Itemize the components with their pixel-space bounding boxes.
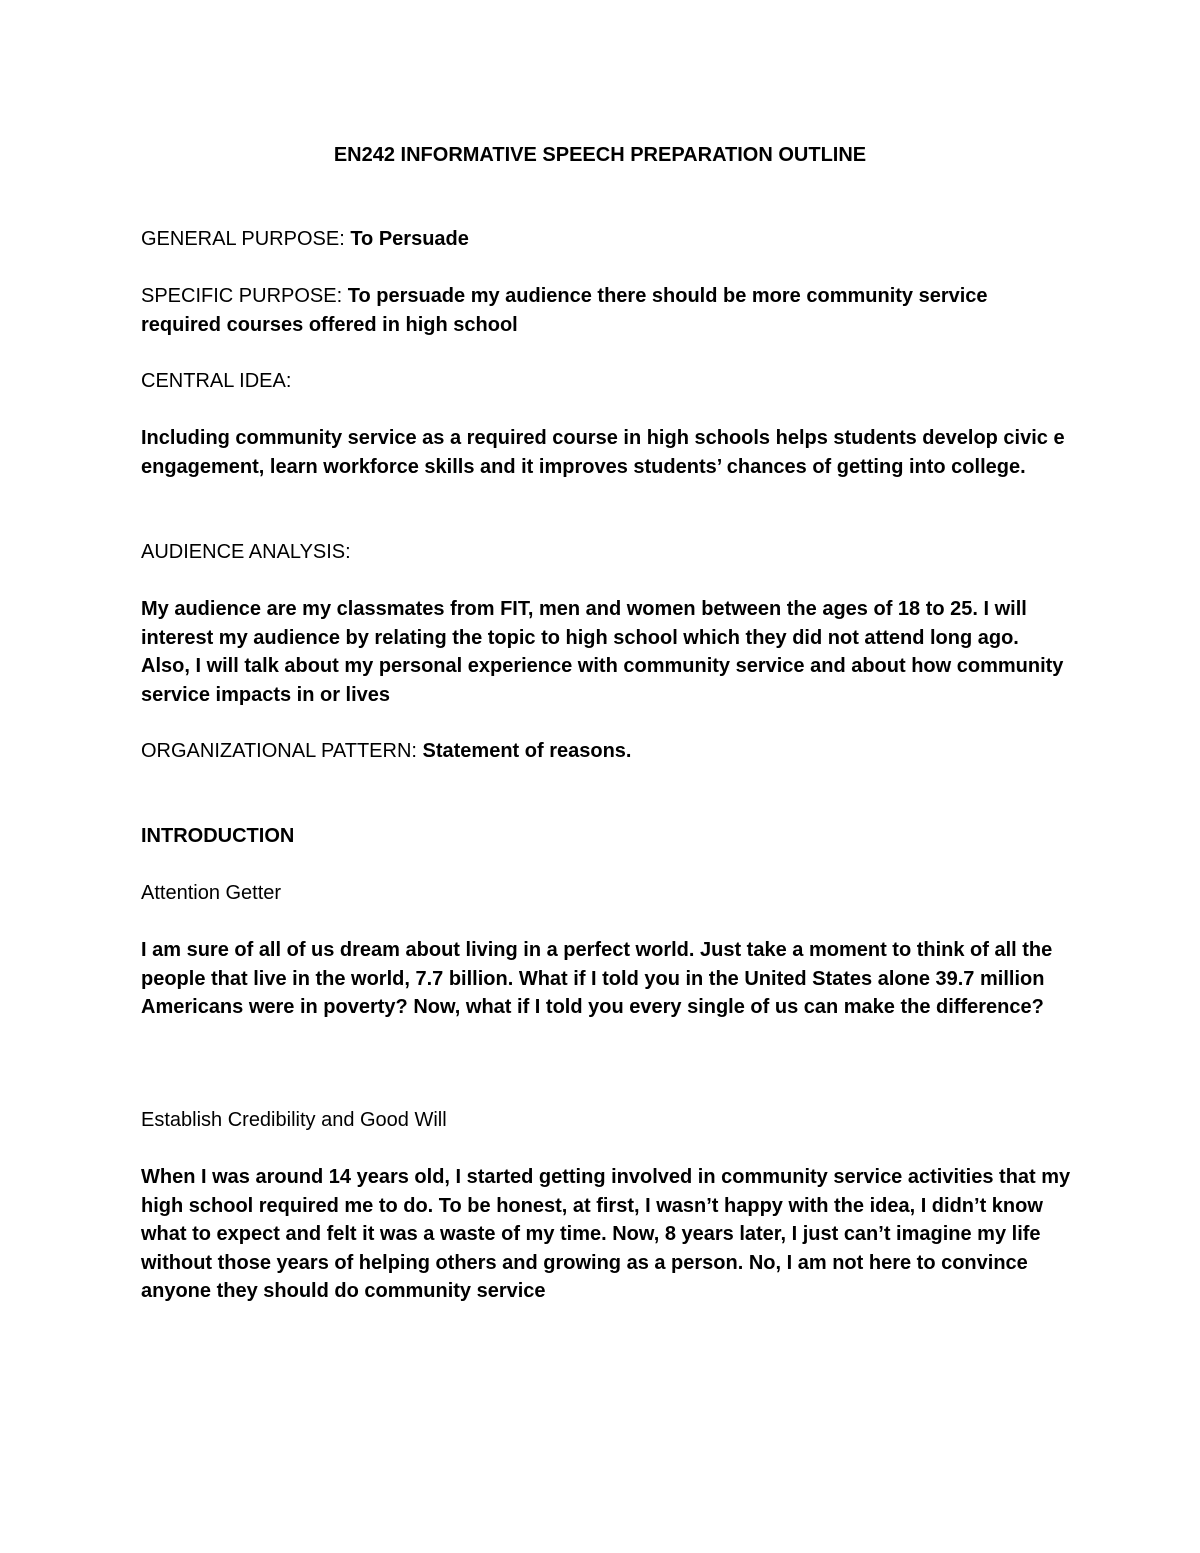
specific-purpose-label: SPECIFIC PURPOSE: — [141, 285, 348, 307]
credibility-label: Establish Credibility and Good Will — [141, 1109, 447, 1131]
general-purpose-value: To Persuade — [350, 228, 469, 250]
organizational-pattern — [141, 737, 1071, 766]
audience-analysis-label: AUDIENCE ANALYSIS: — [141, 541, 351, 563]
audience-analysis-text: My audience are my classmates from FIT, men and women between the ages of 18 to 25. I will interest my audience by relating the topic to high school which they did not attend long ago. Also, I will talk about my personal experience with community service and about how community service impacts in or lives — [141, 598, 1064, 706]
introduction-heading: INTRODUCTION — [141, 825, 295, 847]
central-idea-text: Including community service as a required course in high schools helps students develop civic e engagement, learn workforce skills and it improves students’ chances of getting into college. — [141, 427, 1065, 478]
specific-purpose — [141, 282, 1071, 339]
central-idea-label: CENTRAL IDEA: — [141, 370, 292, 392]
credibility-text: When I was around 14 years old, I started getting involved in community service activities that my high school required me to do. To be honest, at first, I wasn’t happy with the idea, I didn’t know what to expect and felt it was a waste of my time. Now, 8 years later, I just can’t imagine my life without those years of helping others and growing as a person. No, I am not here to convince anyone they should do community service — [141, 1166, 1071, 1303]
organizational-pattern-label: ORGANIZATIONAL PATTERN: — [141, 740, 423, 762]
document-title: EN242 INFORMATIVE SPEECH PREPARATION OUTLINE — [333, 144, 867, 166]
general-purpose — [141, 225, 1071, 254]
attention-getter-label: Attention Getter — [141, 882, 282, 904]
general-purpose-label: GENERAL PURPOSE: — [141, 228, 351, 250]
attention-getter-text: I am sure of all of us dream about living in a perfect world. Just take a moment to think of all the people that live in the world, 7.7 billion. What if I told you in the United States alone 39.7 million Americans were in poverty? Now, what if I told you every single of us can make the difference? — [141, 939, 1053, 1019]
specific-purpose-value: To persuade my audience there should be more community service required courses offered in high school — [141, 285, 988, 336]
organizational-pattern-value: Statement of reasons. — [422, 740, 632, 762]
